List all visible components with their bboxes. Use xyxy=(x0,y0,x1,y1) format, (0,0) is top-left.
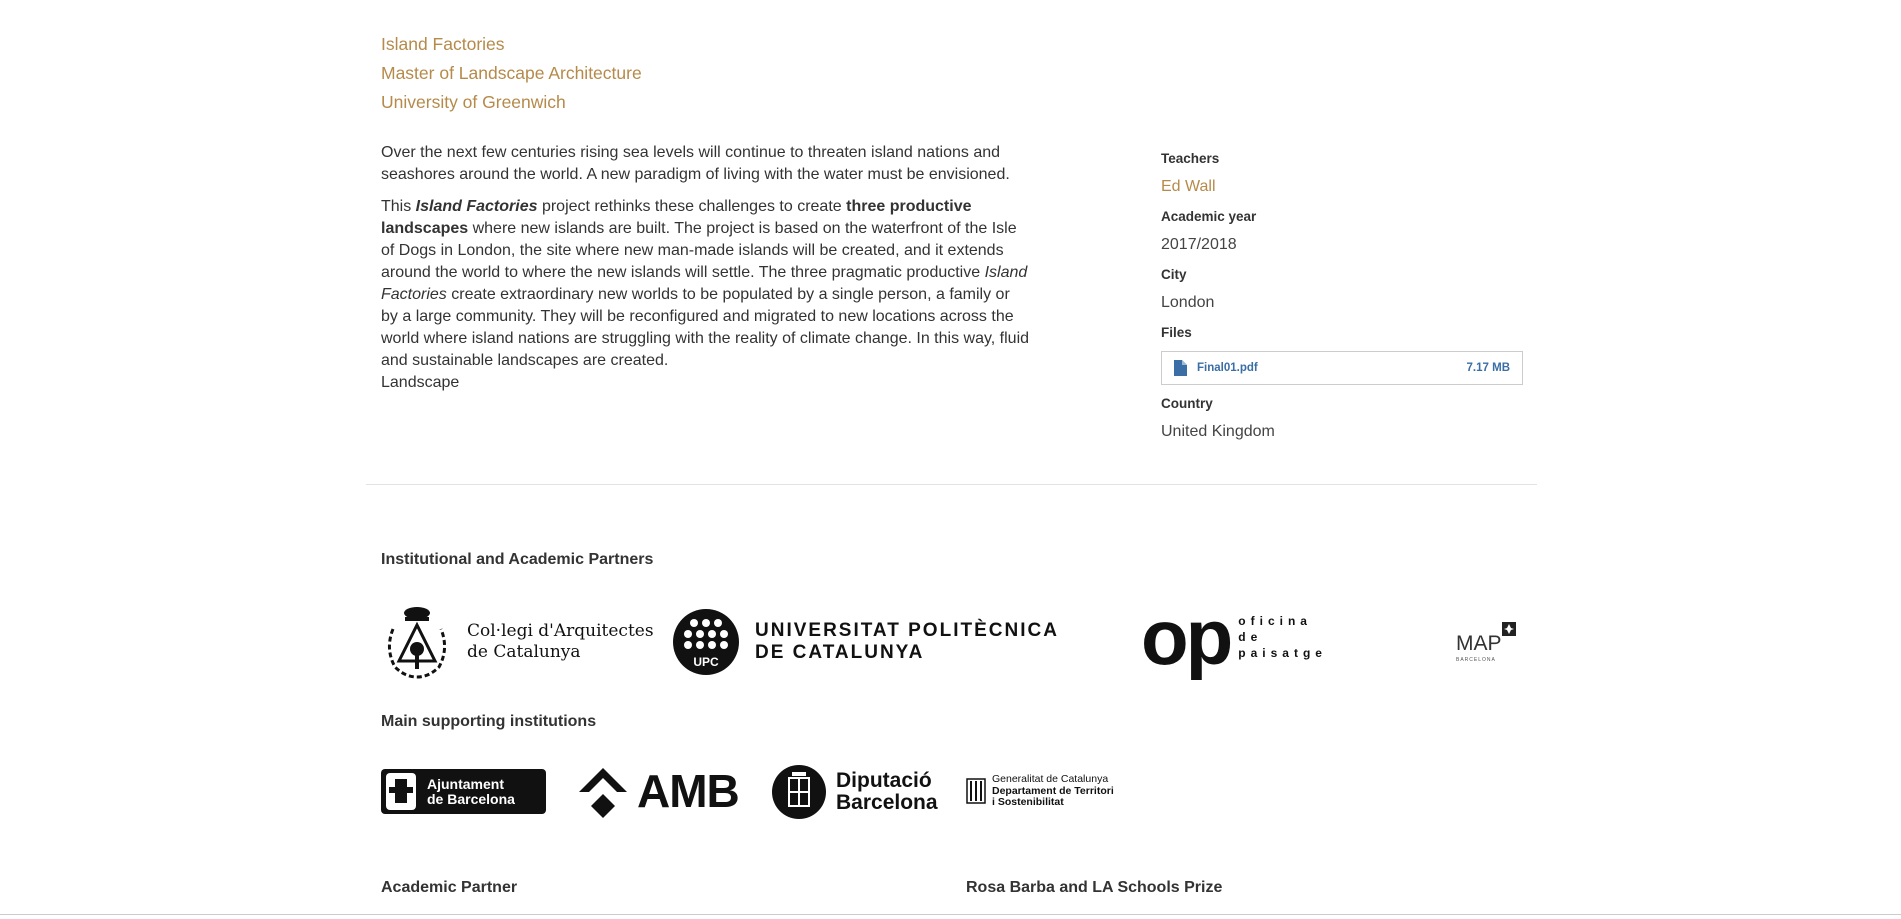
coac-text xyxy=(467,621,654,663)
ajuntament-shield-icon xyxy=(381,769,421,814)
op-word-2: de xyxy=(1238,630,1263,644)
desc-bold: three productive landscapes xyxy=(381,198,972,237)
description-paragraph-2 xyxy=(381,196,1031,372)
coac-line-1: Col·legi d'Arquitectes xyxy=(467,621,654,641)
ajuntament-line-1: Ajuntament xyxy=(427,775,504,792)
upc-line-2: DE CATALUNYA xyxy=(755,642,925,663)
op-monogram: op xyxy=(1141,593,1231,681)
document-icon xyxy=(1174,360,1187,376)
supporting-institutions-title: Main supporting institutions xyxy=(381,713,597,730)
file-size: 7.17 MB xyxy=(1466,362,1510,374)
ajuntament-text xyxy=(427,777,515,807)
window-bottom-edge xyxy=(0,914,1901,915)
upc-badge-text: UPC xyxy=(693,655,719,669)
op-word-3: paisatge xyxy=(1238,646,1327,660)
upc-dots-icon xyxy=(673,609,739,675)
section-divider xyxy=(366,484,1537,485)
country-label: Country xyxy=(1161,396,1213,411)
diputacio-line-2: Barcelona xyxy=(836,791,938,814)
academic-year-value: 2017/2018 xyxy=(1161,236,1237,253)
generalitat-line-1: Generalitat de Catalunya xyxy=(992,773,1109,785)
ajuntament-barcelona-logo[interactable] xyxy=(381,769,546,814)
diputacio-text xyxy=(836,770,938,814)
diputacio-line-1: Diputació xyxy=(836,769,932,792)
desc-italic: Island Factories xyxy=(381,264,1028,303)
category-tag: Landscape xyxy=(381,374,460,391)
map-text: MAP xyxy=(1456,632,1502,655)
diputacio-barcelona-logo[interactable] xyxy=(771,764,938,820)
desc-text: create extraordinary new worlds to be populated by a single person, a family or by a large community. They will be reconfigured and migrated to new locations across the world where island nations are struggling with the reality of climate change. In this way, fluid and sustainable landscapes are created. xyxy=(381,286,1030,369)
city-value: London xyxy=(1161,294,1215,311)
amb-text: AMB xyxy=(637,765,739,817)
project-header xyxy=(381,30,642,117)
academic-partner-title: Academic Partner xyxy=(381,879,518,896)
project-description xyxy=(381,142,1031,394)
generalitat-stripes-icon xyxy=(966,778,986,804)
teacher-link[interactable]: Ed Wall xyxy=(1161,178,1216,195)
desc-emphasis: Island Factories xyxy=(415,198,538,215)
op-word-1: oficina xyxy=(1238,614,1312,628)
diputacio-seal-icon xyxy=(771,764,827,820)
coac-logo[interactable] xyxy=(381,605,654,679)
generalitat-line-2: Departament de Territori xyxy=(992,784,1114,797)
files-label: Files xyxy=(1161,325,1192,340)
amb-logo[interactable] xyxy=(577,764,739,818)
description-paragraph-1: Over the next few centuries rising sea levels will continue to threaten island nations and seashores around the world. A new paradigm of living with the water must be envisioned. xyxy=(381,144,1010,183)
generalitat-logo[interactable] xyxy=(966,774,1114,809)
map-sub: BARCELONA xyxy=(1456,657,1496,663)
upc-logo[interactable] xyxy=(673,609,1059,675)
coac-line-2: de Catalunya xyxy=(467,642,581,662)
map-barcelona-logo[interactable] xyxy=(1456,620,1518,663)
map-mark xyxy=(1456,620,1518,656)
desc-text: This xyxy=(381,198,416,215)
desc-text: project rethinks these challenges to create xyxy=(537,198,847,215)
upc-line-1: UNIVERSITAT POLITÈCNICA xyxy=(755,620,1059,641)
project-meta-sidebar xyxy=(1161,150,1523,443)
map-star-icon xyxy=(1500,620,1518,638)
ajuntament-line-2: de Barcelona xyxy=(427,790,515,807)
project-title-link[interactable]: Island Factories xyxy=(381,34,505,54)
prize-title: Rosa Barba and LA Schools Prize xyxy=(966,879,1223,896)
teachers-label: Teachers xyxy=(1161,151,1220,166)
file-download-link[interactable] xyxy=(1161,351,1523,385)
country-value: United Kingdom xyxy=(1161,423,1275,440)
file-name: Final01.pdf xyxy=(1197,362,1258,374)
oficina-de-paisatge-logo[interactable] xyxy=(1141,593,1327,681)
institutional-partners-title: Institutional and Academic Partners xyxy=(381,551,654,568)
city-label: City xyxy=(1161,267,1187,282)
desc-text: where new islands are built. The project is based on the waterfront of the Isle of Dogs in London, the site where new man-made islands will be created, and it extends around the world to where the new islands will settle. The three pragmatic productive xyxy=(381,220,1017,281)
generalitat-line-3: i Sostenibilitat xyxy=(992,796,1064,808)
amb-chevron-icon xyxy=(577,764,629,818)
academic-year-label: Academic year xyxy=(1161,209,1257,224)
school-link[interactable]: University of Greenwich xyxy=(381,92,566,112)
degree-link[interactable]: Master of Landscape Architecture xyxy=(381,63,642,83)
generalitat-text xyxy=(992,774,1114,809)
coac-crest-icon xyxy=(381,605,453,679)
upc-text xyxy=(755,620,1059,664)
op-words xyxy=(1238,613,1327,661)
